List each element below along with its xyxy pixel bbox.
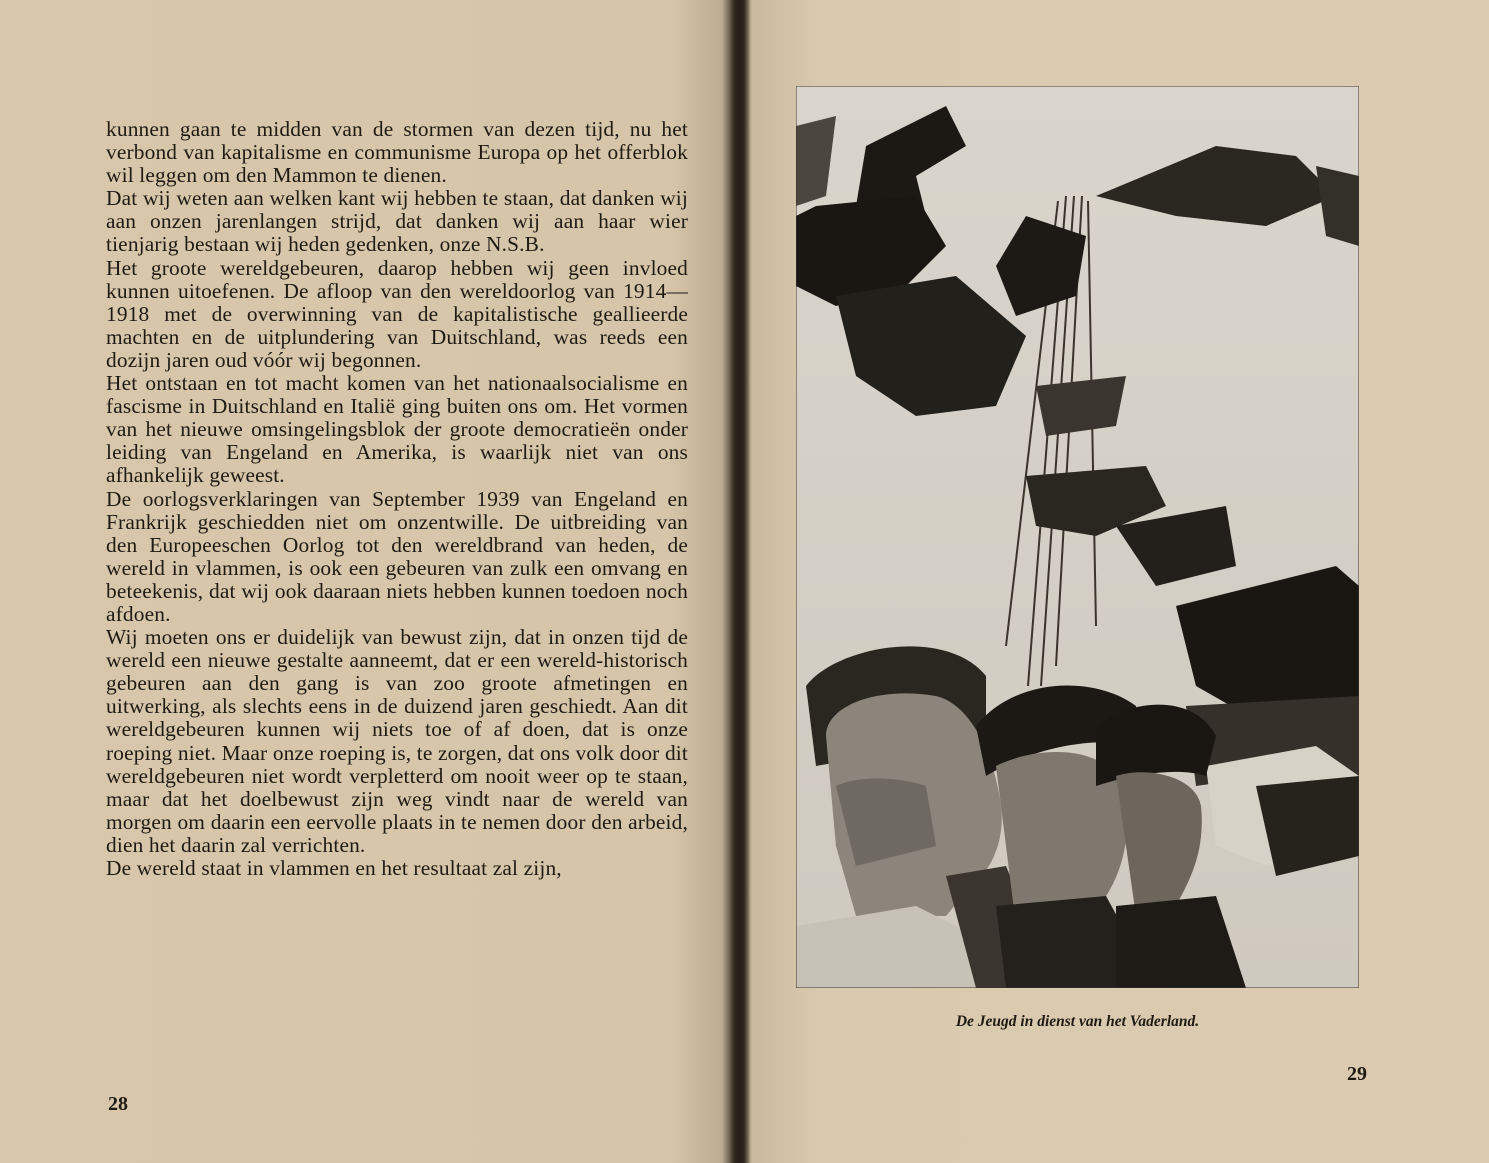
paragraph: Het groote wereldgebeuren, daarop hebben wij geen invloed kunnen uitoefenen. De afloop van den wereldoorlog van 1914—1918 met de overwinning van de kapitalistische geallieerde machten en de uitplundering van Duitschland, was reeds een dozijn jaren oud vóór wij begonnen. (106, 255, 688, 372)
photo-illustration (796, 86, 1359, 988)
page-number-left: 28 (108, 1093, 128, 1115)
paragraph: Het ontstaan en tot macht komen van het nationaalsocialisme en fascisme in Duitschland en Italië ging buiten ons om. Het vormen van het nieuwe omsingelingsblok der groote democratieën onder leiding van Engeland en Amerika, is waarlijk niet van ons afhankelijk geweest. (106, 371, 688, 488)
left-page (0, 0, 730, 1163)
page-number-right: 29 (1347, 1063, 1367, 1085)
paragraph: De wereld staat in vlammen en het resultaat zal zijn, (106, 856, 562, 880)
photo-caption: De Jeugd in dienst van het Vaderland. (955, 1013, 1200, 1030)
paragraph: Wij moeten ons er duidelijk van bewust zijn, dat in onzen tijd de wereld een nieuwe gestalte aanneemt, dat er een wereld-historisch gebeuren aan den gang is van zoo groote afmetingen en uitwerking, als slechts eens in de duizend jaren geschiedt. Aan dit wereldgebeuren kunnen wij niets toe of af doen, dat is onze roeping niet. Maar onze roeping is, te zorgen, dat ons volk door dit wereldgebeuren niet wordt verpletterd om nooit weer op te staan, maar dat het doelbewust zijn weg vindt naar de wereld van morgen om daarin een eervolle plaats in te nemen door den arbeid, dien het daarin zal verrichten. (106, 625, 688, 857)
paragraph: kunnen gaan te midden van de stormen van dezen tijd, nu het verbond van kapitalisme en communisme Europa op het offerblok wil leggen om den Mammon te dienen. (106, 117, 688, 188)
photograph (796, 86, 1359, 988)
paragraph: De oorlogsverklaringen van September 1939 van Engeland en Frankrijk geschiedden niet om onzentwille. De uitbreiding van den Europeeschen Oorlog tot den wereldbrand van heden, de wereld in vlammen, is ook een gebeuren van zulk een omvang en beteekenis, dat wij ook daaraan niets hebben kunnen toedoen noch afdoen. (106, 486, 688, 626)
paragraph: Dat wij weten aan welken kant wij hebben te staan, dat danken wij aan onzen jarenlangen strijd, dat danken wij aan haar wier tienjarig bestaan wij heden gedenken, onze N.S.B. (106, 186, 688, 257)
body-text (106, 118, 688, 880)
right-page (745, 0, 1489, 1163)
